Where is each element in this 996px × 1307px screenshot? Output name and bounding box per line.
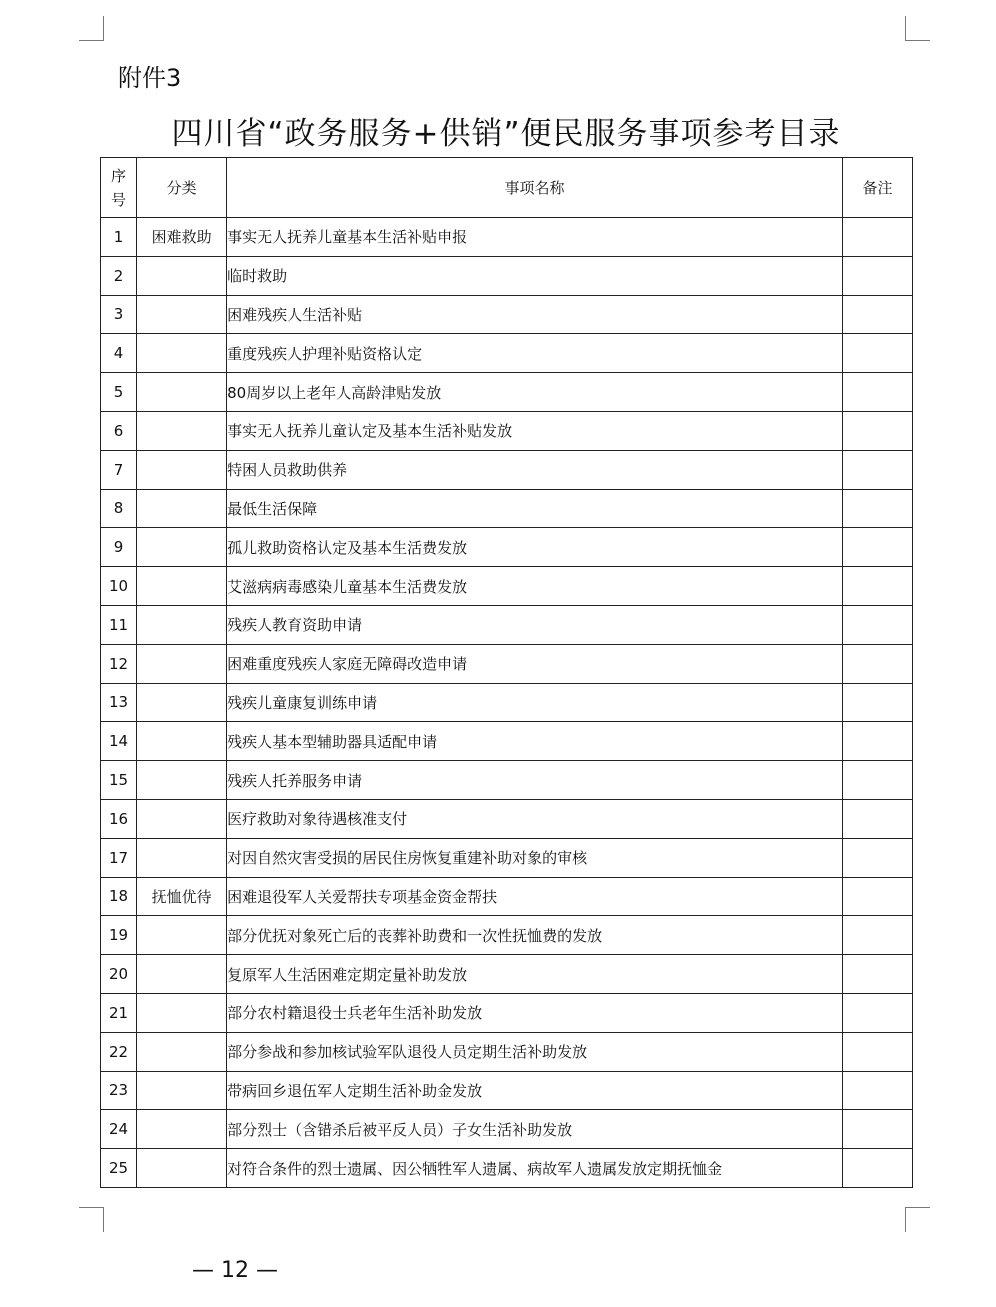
row-seq: 8 (101, 489, 137, 528)
row-category (137, 916, 227, 955)
row-item-name: 对因自然灾害受损的居民住房恢复重建补助对象的审核 (227, 838, 843, 877)
table-row (101, 411, 913, 450)
row-item-name: 医疗救助对象待遇核准支付 (227, 799, 843, 838)
row-category (137, 761, 227, 800)
row-category (137, 295, 227, 334)
crop-mark-top-right (905, 16, 930, 41)
row-seq: 17 (101, 838, 137, 877)
table-row (101, 528, 913, 567)
row-category (137, 489, 227, 528)
crop-mark-bottom-right (905, 1207, 930, 1232)
row-item-name: 困难残疾人生活补贴 (227, 295, 843, 334)
row-category: 困难救助 (137, 218, 227, 257)
row-category (137, 722, 227, 761)
crop-mark-top-left (79, 16, 104, 41)
table-row (101, 450, 913, 489)
row-item-name: 最低生活保障 (227, 489, 843, 528)
header-seq-line2: 号 (111, 190, 127, 209)
row-remarks (842, 722, 912, 761)
row-seq: 11 (101, 605, 137, 644)
crop-mark-bottom-left (79, 1207, 104, 1232)
table-row (101, 1032, 913, 1071)
row-remarks (842, 838, 912, 877)
row-remarks (842, 256, 912, 295)
row-item-name: 对符合条件的烈士遗属、因公牺牲军人遗属、病故军人遗属发放定期抚恤金 (227, 1149, 843, 1188)
header-item-name: 事项名称 (227, 158, 843, 218)
row-seq: 21 (101, 993, 137, 1032)
row-seq: 1 (101, 218, 137, 257)
row-item-name: 残疾人教育资助申请 (227, 605, 843, 644)
row-remarks (842, 1149, 912, 1188)
table-row (101, 334, 913, 373)
table-row (101, 1071, 913, 1110)
header-seq-line1: 序 (111, 166, 127, 185)
table-row (101, 1149, 913, 1188)
row-item-name: 临时救助 (227, 256, 843, 295)
row-category (137, 334, 227, 373)
table-row (101, 605, 913, 644)
table-row (101, 295, 913, 334)
row-remarks (842, 683, 912, 722)
table-row (101, 799, 913, 838)
table-row (101, 838, 913, 877)
service-catalog-table (100, 157, 913, 1188)
row-seq: 19 (101, 916, 137, 955)
row-category (137, 373, 227, 412)
row-category (137, 450, 227, 489)
table-row (101, 256, 913, 295)
row-remarks (842, 916, 912, 955)
row-seq: 16 (101, 799, 137, 838)
table-row (101, 683, 913, 722)
row-seq: 15 (101, 761, 137, 800)
row-seq: 7 (101, 450, 137, 489)
row-category (137, 411, 227, 450)
row-remarks (842, 877, 912, 916)
table-row (101, 916, 913, 955)
document-title: 四川省“政务服务+供销”便民服务事项参考目录 (171, 116, 841, 152)
row-seq: 22 (101, 1032, 137, 1071)
row-category (137, 528, 227, 567)
table-row (101, 955, 913, 994)
row-remarks (842, 411, 912, 450)
row-item-name: 艾滋病病毒感染儿童基本生活费发放 (227, 567, 843, 606)
row-item-name: 事实无人抚养儿童基本生活补贴申报 (227, 218, 843, 257)
row-category (137, 644, 227, 683)
table-row (101, 218, 913, 257)
row-seq: 20 (101, 955, 137, 994)
row-seq: 18 (101, 877, 137, 916)
page-number: — 12 — (192, 1258, 278, 1283)
row-seq: 12 (101, 644, 137, 683)
row-remarks (842, 450, 912, 489)
row-category (137, 838, 227, 877)
row-category (137, 993, 227, 1032)
row-seq: 14 (101, 722, 137, 761)
table-row (101, 1110, 913, 1149)
row-seq: 13 (101, 683, 137, 722)
row-item-name: 重度残疾人护理补贴资格认定 (227, 334, 843, 373)
row-remarks (842, 605, 912, 644)
row-category (137, 605, 227, 644)
row-remarks (842, 528, 912, 567)
row-item-name: 残疾人基本型辅助器具适配申请 (227, 722, 843, 761)
row-category (137, 256, 227, 295)
row-item-name: 部分烈士（含错杀后被平反人员）子女生活补助发放 (227, 1110, 843, 1149)
table-row (101, 761, 913, 800)
row-remarks (842, 1071, 912, 1110)
row-seq: 25 (101, 1149, 137, 1188)
row-item-name: 80周岁以上老年人高龄津贴发放 (227, 373, 843, 412)
row-category (137, 567, 227, 606)
row-seq: 23 (101, 1071, 137, 1110)
table-row (101, 489, 913, 528)
table-row (101, 877, 913, 916)
row-remarks (842, 218, 912, 257)
row-remarks (842, 1110, 912, 1149)
table-row (101, 567, 913, 606)
row-remarks (842, 1032, 912, 1071)
row-remarks (842, 334, 912, 373)
row-category: 抚恤优待 (137, 877, 227, 916)
row-item-name: 孤儿救助资格认定及基本生活费发放 (227, 528, 843, 567)
row-item-name: 事实无人抚养儿童认定及基本生活补贴发放 (227, 411, 843, 450)
row-remarks (842, 373, 912, 412)
table-row (101, 644, 913, 683)
row-category (137, 799, 227, 838)
row-item-name: 部分农村籍退役士兵老年生活补助发放 (227, 993, 843, 1032)
row-seq: 3 (101, 295, 137, 334)
table-row (101, 722, 913, 761)
row-remarks (842, 295, 912, 334)
row-seq: 24 (101, 1110, 137, 1149)
row-item-name: 复原军人生活困难定期定量补助发放 (227, 955, 843, 994)
row-remarks (842, 489, 912, 528)
row-remarks (842, 567, 912, 606)
header-category: 分类 (137, 158, 227, 218)
header-remarks: 备注 (842, 158, 912, 218)
row-category (137, 1071, 227, 1110)
row-seq: 5 (101, 373, 137, 412)
row-remarks (842, 993, 912, 1032)
row-category (137, 1110, 227, 1149)
row-remarks (842, 644, 912, 683)
row-seq: 9 (101, 528, 137, 567)
table-row (101, 993, 913, 1032)
row-seq: 10 (101, 567, 137, 606)
row-item-name: 困难重度残疾人家庭无障碍改造申请 (227, 644, 843, 683)
row-item-name: 部分优抚对象死亡后的丧葬补助费和一次性抚恤费的发放 (227, 916, 843, 955)
row-seq: 2 (101, 256, 137, 295)
table-header-row (101, 158, 913, 218)
row-remarks (842, 761, 912, 800)
row-category (137, 955, 227, 994)
row-item-name: 带病回乡退伍军人定期生活补助金发放 (227, 1071, 843, 1110)
row-category (137, 683, 227, 722)
row-remarks (842, 799, 912, 838)
header-seq (101, 158, 137, 218)
attachment-label: 附件3 (118, 64, 182, 92)
row-item-name: 困难退役军人关爱帮扶专项基金资金帮扶 (227, 877, 843, 916)
row-item-name: 部分参战和参加核试验军队退役人员定期生活补助发放 (227, 1032, 843, 1071)
table-row (101, 373, 913, 412)
row-item-name: 残疾人托养服务申请 (227, 761, 843, 800)
row-seq: 6 (101, 411, 137, 450)
row-category (137, 1032, 227, 1071)
row-item-name: 特困人员救助供养 (227, 450, 843, 489)
row-category (137, 1149, 227, 1188)
row-remarks (842, 955, 912, 994)
row-seq: 4 (101, 334, 137, 373)
row-item-name: 残疾儿童康复训练申请 (227, 683, 843, 722)
